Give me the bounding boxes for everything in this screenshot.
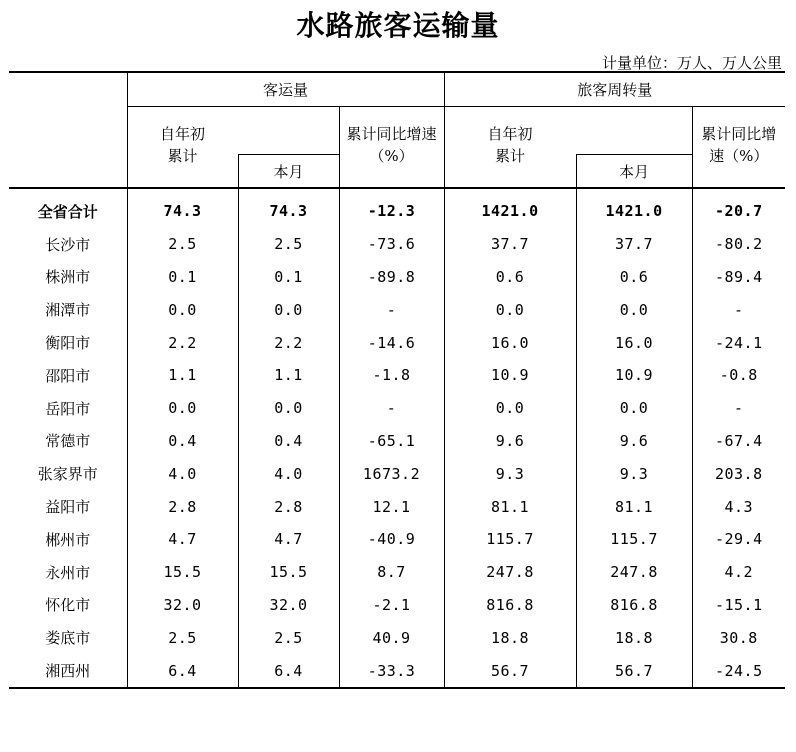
header-yoy-line1: 累计同比增	[701, 125, 777, 143]
ytd-turnover-cell: 9.3	[444, 457, 576, 490]
month-volume-cell: 0.0	[238, 392, 339, 425]
header-yoy-line1: 累计同比增速	[346, 125, 437, 143]
region-cell: 全省合计	[37, 202, 98, 221]
month-turnover-cell: 247.8	[576, 556, 692, 589]
yoy-turnover-cell: 4.2	[692, 556, 785, 589]
table-row	[9, 188, 785, 228]
region-cell: 张家界市	[37, 465, 98, 484]
region-cell: 怀化市	[45, 596, 91, 615]
data-table	[9, 71, 785, 689]
table-row	[9, 228, 785, 261]
month-turnover-cell: 10.9	[576, 359, 692, 392]
region-cell: 益阳市	[45, 498, 91, 517]
ytd-turnover-cell: 115.7	[444, 523, 576, 556]
yoy-turnover-cell: -20.7	[692, 188, 785, 228]
header-yoy-line2: 速（%）	[709, 147, 769, 165]
yoy-volume-cell: -33.3	[339, 654, 444, 688]
month-volume-cell: 2.5	[238, 621, 339, 654]
ytd-volume-cell: 6.4	[127, 654, 238, 688]
yoy-turnover-cell: 4.3	[692, 490, 785, 523]
ytd-volume-cell: 1.1	[127, 359, 238, 392]
yoy-volume-cell: -12.3	[339, 188, 444, 228]
region-cell: 娄底市	[45, 629, 91, 648]
header-yoy-line2: （%）	[369, 147, 414, 165]
ytd-turnover-cell: 247.8	[444, 556, 576, 589]
month-turnover-cell: 9.6	[576, 425, 692, 458]
month-turnover-cell: 0.0	[576, 293, 692, 326]
header-yoy-turnover	[692, 107, 785, 189]
yoy-volume-cell: 12.1	[339, 490, 444, 523]
yoy-volume-cell: -73.6	[339, 228, 444, 261]
yoy-volume-cell: -89.8	[339, 261, 444, 294]
header-ytd-volume	[127, 107, 238, 189]
table-row	[9, 261, 785, 294]
region-cell: 株洲市	[45, 268, 91, 287]
table-row	[9, 293, 785, 326]
ytd-volume-cell: 32.0	[127, 589, 238, 622]
month-turnover-cell: 37.7	[576, 228, 692, 261]
ytd-turnover-cell: 0.0	[444, 293, 576, 326]
month-turnover-cell: 18.8	[576, 621, 692, 654]
table-row	[9, 457, 785, 490]
ytd-volume-cell: 74.3	[127, 188, 238, 228]
ytd-turnover-cell: 16.0	[444, 326, 576, 359]
yoy-turnover-cell: -0.8	[692, 359, 785, 392]
yoy-turnover-cell: 30.8	[692, 621, 785, 654]
ytd-turnover-cell: 0.6	[444, 261, 576, 294]
region-cell: 湘西州	[45, 662, 91, 681]
ytd-turnover-cell: 37.7	[444, 228, 576, 261]
table-row	[9, 654, 785, 688]
header-blank	[238, 107, 339, 155]
region-cell: 衡阳市	[45, 334, 91, 353]
ytd-turnover-cell: 0.0	[444, 392, 576, 425]
month-turnover-cell: 0.0	[576, 392, 692, 425]
month-turnover-cell: 16.0	[576, 326, 692, 359]
ytd-turnover-cell: 9.6	[444, 425, 576, 458]
month-volume-cell: 6.4	[238, 654, 339, 688]
ytd-turnover-cell: 1421.0	[444, 188, 576, 228]
month-turnover-cell: 816.8	[576, 589, 692, 622]
yoy-volume-cell: -65.1	[339, 425, 444, 458]
ytd-volume-cell: 2.2	[127, 326, 238, 359]
ytd-turnover-cell: 18.8	[444, 621, 576, 654]
month-turnover-cell: 56.7	[576, 654, 692, 688]
page-title: 水路旅客运输量	[296, 9, 500, 42]
month-volume-cell: 74.3	[238, 188, 339, 228]
yoy-turnover-cell: -15.1	[692, 589, 785, 622]
month-volume-cell: 2.5	[238, 228, 339, 261]
yoy-volume-cell: -1.8	[339, 359, 444, 392]
yoy-turnover-cell: -	[692, 392, 785, 425]
ytd-volume-cell: 4.0	[127, 457, 238, 490]
header-passenger-turnover: 旅客周转量	[444, 72, 785, 107]
yoy-volume-cell: -	[339, 293, 444, 326]
region-cell: 岳阳市	[45, 399, 91, 418]
month-turnover-cell: 0.6	[576, 261, 692, 294]
ytd-turnover-cell: 816.8	[444, 589, 576, 622]
header-region	[9, 72, 127, 188]
yoy-turnover-cell: -67.4	[692, 425, 785, 458]
region-cell: 永州市	[45, 563, 91, 582]
month-volume-cell: 2.8	[238, 490, 339, 523]
header-blank	[576, 107, 692, 155]
yoy-volume-cell: -	[339, 392, 444, 425]
header-ytd-line1: 自年初	[487, 125, 533, 143]
yoy-volume-cell: -2.1	[339, 589, 444, 622]
month-volume-cell: 2.2	[238, 326, 339, 359]
ytd-volume-cell: 0.1	[127, 261, 238, 294]
header-ytd-line2: 累计	[167, 147, 198, 165]
region-cell: 湘潭市	[45, 301, 91, 320]
ytd-volume-cell: 15.5	[127, 556, 238, 589]
table-row	[9, 556, 785, 589]
yoy-turnover-cell: -24.5	[692, 654, 785, 688]
month-volume-cell: 15.5	[238, 556, 339, 589]
month-turnover-cell: 9.3	[576, 457, 692, 490]
table-row	[9, 621, 785, 654]
month-turnover-cell: 1421.0	[576, 188, 692, 228]
yoy-turnover-cell: 203.8	[692, 457, 785, 490]
ytd-turnover-cell: 81.1	[444, 490, 576, 523]
table-row	[9, 326, 785, 359]
month-volume-cell: 4.7	[238, 523, 339, 556]
month-volume-cell: 4.0	[238, 457, 339, 490]
month-volume-cell: 0.4	[238, 425, 339, 458]
yoy-volume-cell: 1673.2	[339, 457, 444, 490]
yoy-volume-cell: -14.6	[339, 326, 444, 359]
region-cell: 邵阳市	[45, 366, 91, 385]
month-volume-cell: 0.1	[238, 261, 339, 294]
table-row	[9, 425, 785, 458]
header-yoy-volume	[339, 107, 444, 189]
table-row	[9, 359, 785, 392]
ytd-volume-cell: 2.8	[127, 490, 238, 523]
month-volume-cell: 0.0	[238, 293, 339, 326]
ytd-volume-cell: 0.0	[127, 293, 238, 326]
month-volume-cell: 1.1	[238, 359, 339, 392]
region-cell: 郴州市	[45, 530, 91, 549]
ytd-turnover-cell: 10.9	[444, 359, 576, 392]
table-body	[9, 188, 785, 688]
header-month-turnover: 本月	[576, 155, 692, 189]
yoy-turnover-cell: -80.2	[692, 228, 785, 261]
header-month-volume: 本月	[238, 155, 339, 189]
ytd-volume-cell: 2.5	[127, 621, 238, 654]
yoy-volume-cell: 40.9	[339, 621, 444, 654]
header-ytd-line2: 累计	[495, 147, 526, 165]
yoy-volume-cell: 8.7	[339, 556, 444, 589]
ytd-volume-cell: 0.4	[127, 425, 238, 458]
table-row	[9, 589, 785, 622]
yoy-turnover-cell: -24.1	[692, 326, 785, 359]
ytd-volume-cell: 4.7	[127, 523, 238, 556]
month-turnover-cell: 115.7	[576, 523, 692, 556]
region-cell: 长沙市	[45, 235, 91, 254]
region-cell: 常德市	[45, 432, 91, 451]
table-row	[9, 523, 785, 556]
header-ytd-turnover	[444, 107, 576, 189]
month-volume-cell: 32.0	[238, 589, 339, 622]
ytd-volume-cell: 0.0	[127, 392, 238, 425]
table-row	[9, 392, 785, 425]
ytd-volume-cell: 2.5	[127, 228, 238, 261]
yoy-turnover-cell: -	[692, 293, 785, 326]
ytd-turnover-cell: 56.7	[444, 654, 576, 688]
yoy-volume-cell: -40.9	[339, 523, 444, 556]
table-row	[9, 490, 785, 523]
month-turnover-cell: 81.1	[576, 490, 692, 523]
header-ytd-line1: 自年初	[159, 125, 205, 143]
unit-note: 计量单位：万人、万人公里	[601, 54, 782, 72]
yoy-turnover-cell: -89.4	[692, 261, 785, 294]
yoy-turnover-cell: -29.4	[692, 523, 785, 556]
header-passenger-volume: 客运量	[127, 72, 444, 107]
